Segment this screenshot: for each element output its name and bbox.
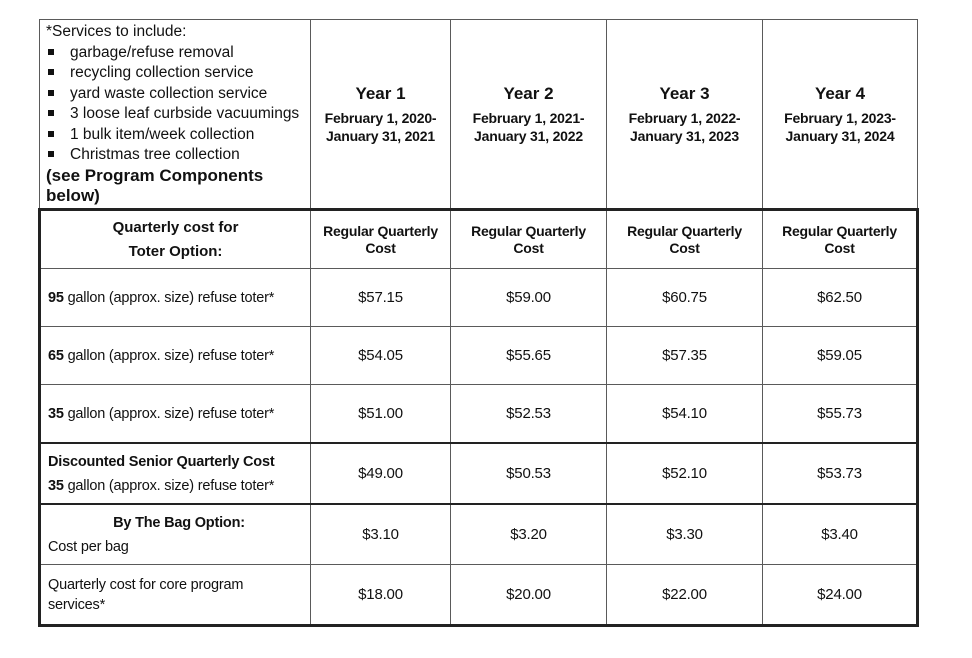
table-cell: $57.35 <box>607 327 763 385</box>
senior-label: Discounted Senior Quarterly Cost 35 gallon (approx. size) refuse toter* <box>40 443 311 504</box>
column-header: Regular Quarterly Cost <box>311 210 451 269</box>
list-item: garbage/refuse removal <box>46 43 306 64</box>
table-cell: $57.15 <box>311 269 451 327</box>
senior-row <box>40 443 918 504</box>
bullet-icon <box>48 90 54 96</box>
table-row <box>40 269 918 327</box>
row-label: 65 gallon (approx. size) refuse toter* <box>40 327 311 385</box>
year-title: Year 1 <box>355 83 406 103</box>
list-item: 1 bulk item/week collection <box>46 125 306 146</box>
bag-row <box>40 504 918 565</box>
row-label: 95 gallon (approx. size) refuse toter* <box>40 269 311 327</box>
list-item: Christmas tree collection <box>46 145 306 166</box>
table-cell: $18.00 <box>311 565 451 626</box>
year-header-4 <box>763 20 918 210</box>
year-start: February 1, 2023- <box>784 109 896 126</box>
core-label: Quarterly cost for core program services* <box>40 565 311 626</box>
quarterly-label-line2: Toter Option: <box>128 242 223 260</box>
year-title: Year 4 <box>814 83 866 103</box>
column-header: Regular Quarterly Cost <box>763 210 918 269</box>
year-start: February 1, 2022- <box>628 109 741 126</box>
table-cell: $54.10 <box>607 385 763 444</box>
list-item: yard waste collection service <box>46 84 306 105</box>
table-cell: $59.00 <box>451 269 607 327</box>
bag-label: By The Bag Option: Cost per bag <box>40 504 311 565</box>
year-header-2 <box>451 20 607 210</box>
table-cell: $49.00 <box>311 443 451 504</box>
table-cell: $24.00 <box>763 565 918 626</box>
table-cell: $3.30 <box>607 504 763 565</box>
table-cell: $3.10 <box>311 504 451 565</box>
year-end: January 31, 2021 <box>326 127 435 144</box>
table-cell: $59.05 <box>763 327 918 385</box>
year-start: February 1, 2021- <box>472 109 585 126</box>
bullet-icon <box>48 131 54 137</box>
quarterly-label-cell <box>40 210 311 269</box>
year-title: Year 3 <box>659 83 710 103</box>
year-start: February 1, 2020- <box>324 109 437 126</box>
table-cell: $22.00 <box>607 565 763 626</box>
row-label: 35 gallon (approx. size) refuse toter* <box>40 385 311 444</box>
services-note: (see Program Components below) <box>46 165 264 205</box>
rate-table <box>38 19 919 627</box>
bullet-icon <box>48 110 54 116</box>
table-cell: $55.73 <box>763 385 918 444</box>
table-row <box>40 327 918 385</box>
table-cell: $53.73 <box>763 443 918 504</box>
table-cell: $54.05 <box>311 327 451 385</box>
year-header-3 <box>607 20 763 210</box>
column-header: Regular Quarterly Cost <box>451 210 607 269</box>
bullet-icon <box>48 49 54 55</box>
year-title: Year 2 <box>503 83 554 103</box>
table-cell: $3.20 <box>451 504 607 565</box>
table-cell: $50.53 <box>451 443 607 504</box>
bullet-icon <box>48 69 54 75</box>
year-end: January 31, 2023 <box>630 127 739 144</box>
quarterly-header-row <box>40 210 918 269</box>
column-header: Regular Quarterly Cost <box>607 210 763 269</box>
table-cell: $51.00 <box>311 385 451 444</box>
table-cell: $62.50 <box>763 269 918 327</box>
table-cell: $60.75 <box>607 269 763 327</box>
core-row <box>40 565 918 626</box>
header-row <box>40 20 918 210</box>
year-header-1 <box>311 20 451 210</box>
quarterly-label-line1: Quarterly cost for <box>112 218 239 236</box>
services-list <box>46 43 306 166</box>
list-item: 3 loose leaf curbside vacuumings <box>46 104 306 125</box>
list-item: recycling collection service <box>46 63 306 84</box>
table-cell: $3.40 <box>763 504 918 565</box>
table-cell: $52.10 <box>607 443 763 504</box>
year-end: January 31, 2022 <box>474 127 583 144</box>
year-end: January 31, 2024 <box>785 127 895 144</box>
table-row <box>40 385 918 444</box>
table-cell: $55.65 <box>451 327 607 385</box>
table-cell: $20.00 <box>451 565 607 626</box>
table-cell: $52.53 <box>451 385 607 444</box>
services-cell <box>40 20 311 210</box>
bullet-icon <box>48 151 54 157</box>
services-intro: *Services to include: <box>46 23 187 40</box>
